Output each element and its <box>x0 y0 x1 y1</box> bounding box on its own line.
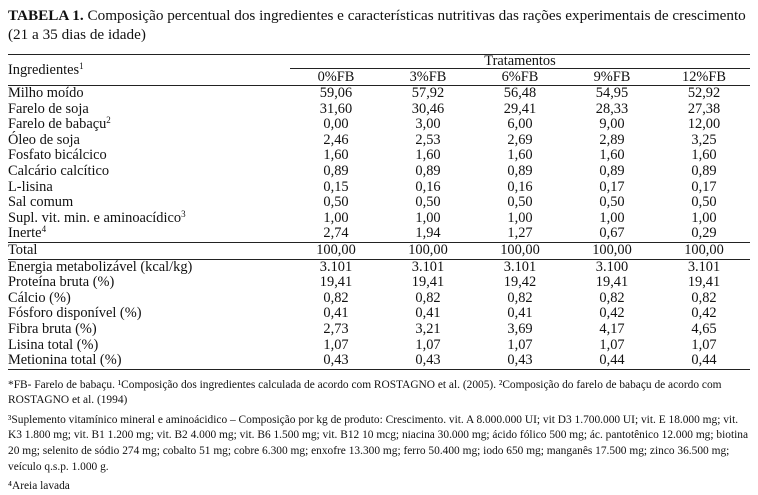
value-cell: 0,16 <box>507 178 533 195</box>
value-cell: 100,00 <box>474 242 566 259</box>
value-cell: 0,43 <box>382 353 474 369</box>
value-cell: 0,50 <box>323 194 349 211</box>
value-cell: 2,73 <box>323 320 349 337</box>
value-cell: 2,46 <box>323 131 349 148</box>
value-cell: 3.101 <box>474 259 566 275</box>
value-cell: 1,07 <box>507 336 533 353</box>
value-cell: 6,00 <box>507 116 533 133</box>
row-label-sup: 4 <box>41 224 47 235</box>
value-cell: 59,06 <box>319 85 353 101</box>
row-label: Calcário calcítico <box>8 162 110 179</box>
value-cell: 1,00 <box>599 209 625 226</box>
row-label-cell <box>8 86 290 102</box>
ingredient-row <box>8 148 750 164</box>
ingredients-header-sup: 1 <box>79 60 84 71</box>
row-label-cell <box>8 322 290 338</box>
value-cell: 0,00 <box>323 116 349 133</box>
value-cell: 30,46 <box>411 100 445 117</box>
value-cell: 9,00 <box>599 116 625 133</box>
value-cell: 2,69 <box>507 131 533 148</box>
row-label-cell <box>8 226 290 242</box>
row-label-cell <box>8 195 290 211</box>
value-cell: 3,25 <box>691 131 717 148</box>
value-cell: 3.101 <box>658 259 750 275</box>
value-cell: 54,95 <box>595 85 629 101</box>
value-cell: 1,07 <box>691 336 717 353</box>
column-header: 9%FB <box>566 69 658 86</box>
value-cell: 19,41 <box>687 274 721 291</box>
row-label-cell <box>8 180 290 196</box>
row-label-sup: 2 <box>106 115 111 126</box>
value-cell: 0,89 <box>323 162 349 179</box>
value-cell: 1,60 <box>415 147 441 164</box>
footnote: ³Suplemento vitamínico mineral e aminoácidico – Composição por kg de produto: Crescimento. vit. A 8.000.000 UI; vit D3 1.700.000 UI; vit. E 18.000 mg; vit. K3 1.800 mg; vit. B1 1.200 mg; vit. B2 4.000 mg; vit. B6 1.500 mg; vit. B12 10 mcg; niacina 30.000 mg; ácido fólico 500 mg; ác. pantotênico 12.000 mg; biotina 20 mg; selenito de sódio 274 mg; cobalto 51 mg; cobre 6.300 mg; enxofre 13.300 mg; ferro 50.400 mg; iodo 650 mg; manganês 17.500 mg; zinco 36.500 mg; veículo q.s.p. 1.000 g. <box>8 413 749 473</box>
row-label: Cálcio (%) <box>8 289 71 306</box>
ingredient-row <box>8 86 750 102</box>
value-cell: 19,42 <box>503 274 537 291</box>
table-body <box>8 55 750 370</box>
value-cell: 0,29 <box>691 225 717 242</box>
value-cell: 1,94 <box>415 225 441 242</box>
row-label-cell <box>8 208 290 227</box>
row-label: Fibra bruta (%) <box>8 320 97 337</box>
value-cell: 1,60 <box>599 147 625 164</box>
value-cell: 100,00 <box>290 242 382 259</box>
nutrient-row <box>8 306 750 322</box>
total-row <box>8 242 750 259</box>
row-label-cell <box>8 338 290 354</box>
value-cell: 0,15 <box>323 178 349 195</box>
value-cell: 0,89 <box>599 162 625 179</box>
value-cell: 27,38 <box>687 100 721 117</box>
value-cell: 0,42 <box>599 305 625 322</box>
value-cell: 0,82 <box>415 289 441 306</box>
value-cell: 100,00 <box>658 242 750 259</box>
ingredients-header-cell <box>8 55 290 86</box>
row-label-cell <box>8 259 290 275</box>
caption-label: TABELA 1. <box>8 7 84 24</box>
value-cell: 56,48 <box>503 85 537 101</box>
nutrient-row <box>8 291 750 307</box>
value-cell: 12,00 <box>687 116 721 133</box>
value-cell: 3.100 <box>566 259 658 275</box>
table-caption <box>8 6 750 44</box>
value-cell: 0,41 <box>415 305 441 322</box>
value-cell: 1,07 <box>323 336 349 353</box>
value-cell: 0,82 <box>507 289 533 306</box>
footnote: *FB- Farelo de babaçu. ¹Composição dos ingredientes calculada de acordo com ROSTAGNO et al. (2005). ²Composição do farelo de babaçu de acordo com ROSTAGNO et al. (1994) <box>8 378 722 407</box>
row-label: Fósforo disponível (%) <box>8 305 142 322</box>
value-cell: 1,60 <box>691 147 717 164</box>
ingredient-row <box>8 195 750 211</box>
row-label-cell <box>8 306 290 322</box>
value-cell: 31,60 <box>319 100 353 117</box>
row-label-cell <box>8 275 290 291</box>
value-cell: 0,17 <box>599 178 625 195</box>
row-label: Lisina total (%) <box>8 336 99 353</box>
nutrient-row <box>8 259 750 275</box>
value-cell: 3.101 <box>290 259 382 275</box>
column-header: 0%FB <box>290 69 382 86</box>
value-cell: 1,27 <box>507 225 533 242</box>
value-cell: 52,92 <box>687 85 721 101</box>
row-label: Metionina total (%) <box>8 352 122 369</box>
row-label: Óleo de soja <box>8 131 80 148</box>
composition-table <box>8 54 750 370</box>
value-cell: 3.101 <box>382 259 474 275</box>
value-cell: 0,44 <box>658 353 750 369</box>
footnote: ⁴Areia lavada <box>8 480 70 493</box>
row-label: Energia metabolizável (kcal/kg) <box>8 258 193 275</box>
value-cell: 1,07 <box>415 336 441 353</box>
value-cell: 1,00 <box>507 209 533 226</box>
nutrient-row <box>8 322 750 338</box>
value-cell: 1,00 <box>323 209 349 226</box>
row-label-sup: 3 <box>181 208 186 219</box>
value-cell: 0,43 <box>474 353 566 369</box>
row-label: Supl. vit. min. e aminoacídico <box>8 209 182 226</box>
value-cell: 0,89 <box>507 162 533 179</box>
row-label-cell <box>8 117 290 133</box>
nutrient-row <box>8 275 750 291</box>
value-cell: 1,60 <box>323 147 349 164</box>
value-cell: 0,89 <box>691 162 717 179</box>
value-cell: 4,17 <box>599 320 625 337</box>
row-label-cell <box>8 353 290 369</box>
value-cell: 0,89 <box>415 162 441 179</box>
value-cell: 1,00 <box>691 209 717 226</box>
value-cell: 3,21 <box>415 320 441 337</box>
value-cell: 0,41 <box>507 305 533 322</box>
row-label: Farelo de soja <box>8 100 89 117</box>
value-cell: 0,50 <box>691 194 717 211</box>
value-cell: 19,41 <box>595 274 629 291</box>
row-label-cell <box>8 164 290 180</box>
row-label: L-lisina <box>8 178 53 195</box>
value-cell: 0,43 <box>290 353 382 369</box>
column-header: 12%FB <box>658 69 750 86</box>
ingredient-row <box>8 211 750 227</box>
value-cell: 0,82 <box>691 289 717 306</box>
value-cell: 100,00 <box>566 242 658 259</box>
value-cell: 0,82 <box>323 289 349 306</box>
value-cell: 2,89 <box>599 131 625 148</box>
value-cell: 1,60 <box>507 147 533 164</box>
row-label: Farelo de babaçu <box>8 116 107 133</box>
column-header: 3%FB <box>382 69 474 86</box>
row-label: Milho moído <box>8 85 84 101</box>
nutrient-row <box>8 338 750 354</box>
value-cell: 0,50 <box>415 194 441 211</box>
value-cell: 3,00 <box>415 116 441 133</box>
value-cell: 0,17 <box>691 178 717 195</box>
value-cell: 19,41 <box>319 274 353 291</box>
value-cell: 0,82 <box>599 289 625 306</box>
column-header: 6%FB <box>474 69 566 86</box>
value-cell: 0,67 <box>599 225 625 242</box>
header-row-group <box>8 55 750 69</box>
value-cell: 2,74 <box>323 225 349 242</box>
value-cell: 29,41 <box>503 100 537 117</box>
row-label: Proteína bruta (%) <box>8 274 115 291</box>
row-label: Total <box>8 241 38 258</box>
row-label-cell <box>8 291 290 307</box>
ingredient-row <box>8 164 750 180</box>
ingredient-row <box>8 117 750 133</box>
ingredient-row <box>8 102 750 118</box>
row-label-cell <box>8 148 290 164</box>
value-cell: 0,42 <box>691 305 717 322</box>
footnotes <box>8 378 750 495</box>
value-cell: 0,44 <box>566 353 658 369</box>
value-cell: 0,50 <box>507 194 533 211</box>
row-label: Inerte <box>8 225 42 242</box>
ingredient-row <box>8 133 750 149</box>
value-cell: 57,92 <box>411 85 445 101</box>
value-cell: 2,53 <box>415 131 441 148</box>
row-label: Sal comum <box>8 194 74 211</box>
value-cell: 0,41 <box>323 305 349 322</box>
value-cell: 3,69 <box>507 320 533 337</box>
row-label-cell <box>8 133 290 149</box>
row-label-cell <box>8 242 290 259</box>
group-header: Tratamentos <box>290 55 750 69</box>
ingredient-row <box>8 180 750 196</box>
ingredients-header: Ingredientes <box>8 61 80 78</box>
value-cell: 1,00 <box>415 209 441 226</box>
ingredient-row <box>8 226 750 242</box>
value-cell: 0,50 <box>599 194 625 211</box>
row-label: Fosfato bicálcico <box>8 147 107 164</box>
nutrient-row <box>8 353 750 369</box>
value-cell: 100,00 <box>382 242 474 259</box>
value-cell: 0,16 <box>415 178 441 195</box>
value-cell: 4,65 <box>691 320 717 337</box>
value-cell: 28,33 <box>595 100 629 117</box>
value-cell: 19,41 <box>411 274 445 291</box>
row-label-cell <box>8 102 290 118</box>
value-cell: 1,07 <box>599 336 625 353</box>
caption-text: Composição percentual dos ingredientes e características nutritivas das rações experimentais de crescimento (21 a 35 dias de idade) <box>8 7 746 43</box>
